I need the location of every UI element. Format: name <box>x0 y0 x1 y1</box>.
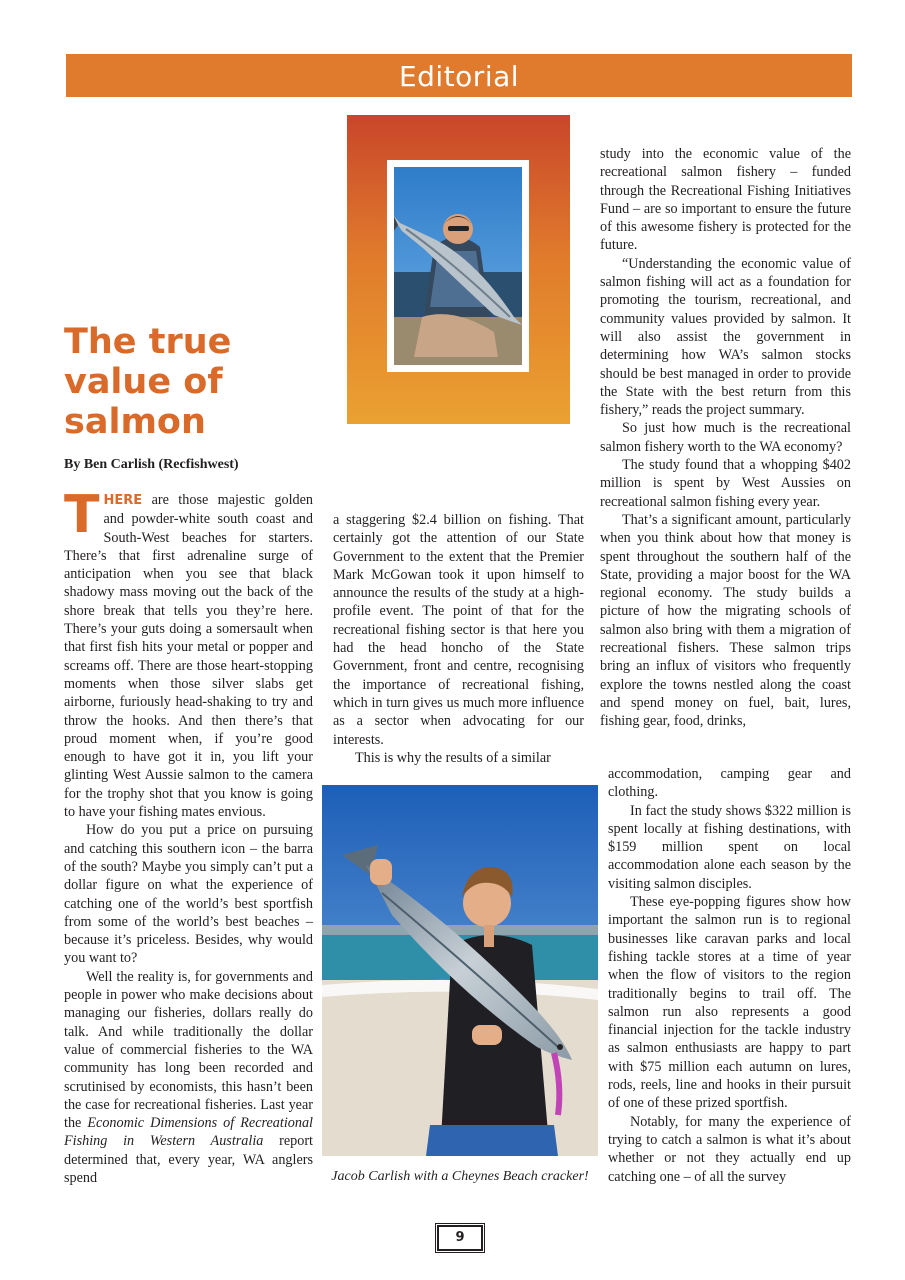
photo-frame <box>387 160 529 372</box>
page-number: 9 <box>437 1225 483 1251</box>
paragraph: a staggering $2.4 billion on fishing. That certainly got the attention of our State Government to the extent that the Premier Mark McGowan took it upon himself to announce the results of the study at a high-profile event. The point of that for the recreational fishing sector is that here you had the head honcho of the State Government, front and centre, recognising the importance of recreational fishing, which in turn gives us much more influence as a sector when advocating for our interests. <box>333 512 584 748</box>
article-headline: The true value of salmon <box>64 322 232 442</box>
column-3-top <box>600 145 851 731</box>
paragraph: The study found that a whopping $402 million is spent by West Aussies on recreational salmon fishing every year. <box>600 457 851 510</box>
paragraph: “Understanding the economic value of salmon fishing will act as a foundation for promoting the tourism, recreational, and community values provided by salmon. It will also assist the government in determining how WA’s salmon stocks should be best managed in order to provide the State with the best return from this fishery,” reads the project summary. <box>600 255 851 419</box>
column-1 <box>64 485 313 1187</box>
paragraph: accommodation, camping gear and clothing. <box>608 766 851 801</box>
boy-with-salmon-illustration <box>322 785 598 1156</box>
column-2 <box>333 511 584 767</box>
drop-cap: T <box>64 485 100 545</box>
column-3-bottom <box>608 765 851 1186</box>
paragraph: So just how much is the recreational salmon fishery worth to the WA economy? <box>600 420 851 455</box>
paragraph <box>64 968 313 1188</box>
paragraph: In fact the study shows $322 million is spent locally at fishing destinations, with $159 million spent on local accommodation alone each season by the visiting salmon disciples. <box>608 802 851 892</box>
byline: By Ben Carlish (Recfishwest) <box>64 457 239 472</box>
paragraph: Notably, for many the experience of trying to catch a salmon is what it’s about whether or not they actually end up catching one – of all the survey <box>608 1113 851 1185</box>
angler-photo <box>347 115 570 424</box>
paragraph: How do you put a price on pursuing and catching this southern icon – the barra of the south? Maybe you simply can’t put a dollar figure on what the experience of catching one of the world’s best sportfish from some of the world’s best beaches – because it’s priceless. Besides, why would you want to? <box>64 822 313 967</box>
paragraph-text: Well the reality is, for governments and people in power who make decisions about managing our fisheries, dollars really do talk. And while traditionally the dollar value of commercial fisheries to the WA community has long been recorded and scrutinised by economists, this hasn’t been the case for recreational fisheries. Last year the <box>64 968 313 1132</box>
paragraph: study into the economic value of the recreational salmon fishery – funded through the Recreational Fishing Initiatives Fund – are so important to ensure the future of this awesome fishery is protected for the future. <box>600 146 851 254</box>
section-banner: Editorial <box>66 54 852 97</box>
lead-caps: HERE <box>103 493 143 508</box>
paragraph-text: report determined that, every year, WA anglers spend <box>64 1133 313 1186</box>
photo-caption: Jacob Carlish with a Cheynes Beach cracker! <box>331 1169 589 1184</box>
lead-paragraph <box>64 485 313 821</box>
paragraph: This is why the results of a similar <box>355 749 551 766</box>
angler-illustration <box>394 167 522 365</box>
lead-text: are those majestic golden and powder-white south coast and South-West beaches for starters. There’s that first adrenaline surge of anticipation when you see that black shadowy mass moving out the back of the shore break that tells you they’re here. There’s your guts doing a somersault when that first fish hits your metal or popper and screams off. There are those heart-stopping moments when those silver slabs get airborne, furiously head-shaking to try and throw the hooks. And then there’s that proud moment when, if you’re good enough to have got it in, you lift your glinting West Aussie salmon to the camera for the trophy shot that you know is going to have your fishing mates envious. <box>64 492 313 821</box>
paragraph: These eye-popping figures show how important the salmon run is to regional businesses like caravan parks and local fishing tackle stores at a time of year when the flow of visitors to the region traditionally begins to trail off. The salmon run also represents a good financial injection for the tackle industry as salmon enthusiasts are happy to part with $75 million each autumn on lures, rods, reels, line and hooks in their pursuit of one of these prized sportfish. <box>608 894 851 1112</box>
boy-with-salmon-photo <box>322 785 598 1156</box>
report-title: Economic Dimensions of Recreational Fishing in Western Australia <box>64 1115 313 1150</box>
paragraph: That’s a significant amount, particularly when you think about how that money is spent throughout the southern half of the State, providing a major boost for the WA regional economy. The study builds a picture of how the migrating schools of salmon also bring with them a migration of recreational fishers. These salmon trips bring an influx of visitors who frequently explore the towns nestled along the coast and spend money on fuel, bait, lures, fishing gear, food, drinks, <box>600 511 851 730</box>
